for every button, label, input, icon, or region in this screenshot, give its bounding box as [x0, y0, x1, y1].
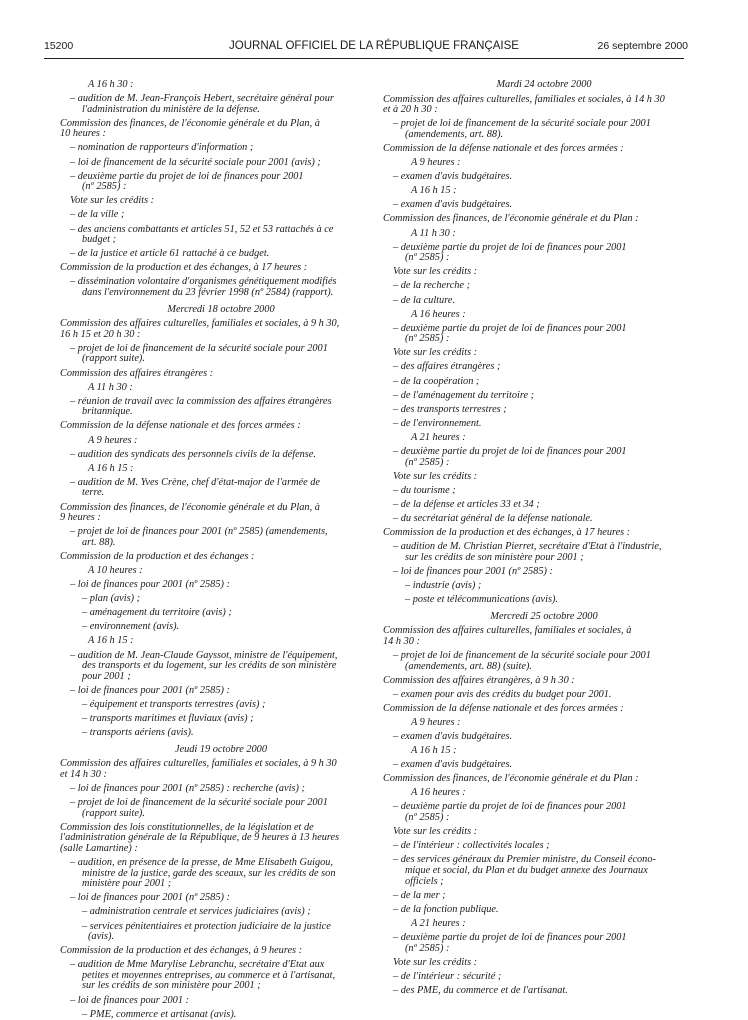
text-line: Vote sur les crédits : — [70, 195, 155, 207]
text-line: mique et social, du Plan et du budget annexe des Journaux — [405, 864, 648, 876]
text-line: dans l'environnement du 23 février 1998 (nº 2584) (rapport). — [82, 287, 334, 298]
text-line: Commission de la défense nationale et des forces armées : — [383, 702, 624, 714]
text-line: A 16 heures : — [411, 308, 466, 320]
agenda-entry — [60, 580, 382, 591]
agenda-entry — [383, 377, 705, 388]
agenda-entry — [60, 319, 382, 340]
text-line: – de l'environnement. — [393, 417, 482, 429]
text-line: – loi de finances pour 2001 (nº 2585) : — [393, 565, 553, 577]
text-line: Mercredi 25 octobre 2000 — [490, 610, 598, 622]
journal-title: JOURNAL OFFICIEL DE LA RÉPUBLIQUE FRANÇAISE — [229, 40, 519, 52]
text-line: Commission des finances, de l'économie générale et du Plan : — [383, 213, 639, 225]
agenda-entry — [383, 500, 705, 511]
agenda-entry — [383, 95, 705, 116]
text-line: – audition de M. Jean-François Hebert, secrétaire général pour — [70, 93, 334, 105]
agenda-entry — [383, 391, 705, 402]
text-line: – de l'intérieur : collectivités locales ; — [393, 840, 550, 852]
text-line: 14 h 30 : — [383, 635, 420, 647]
agenda-entry — [383, 281, 705, 292]
text-line: – plan (avis) ; — [82, 593, 141, 605]
text-line: – réunion de travail avec la commission des affaires étrangères — [70, 395, 332, 407]
agenda-entry — [383, 310, 705, 321]
text-line: budget ; — [82, 234, 117, 246]
text-line: A 16 h 15 : — [88, 462, 134, 474]
agenda-entry — [383, 651, 705, 672]
text-line: Jeudi 19 octobre 2000 — [175, 743, 267, 755]
text-line: – du secrétariat général de la défense nationale. — [393, 513, 593, 524]
date-heading — [383, 80, 705, 91]
text-line: sur les crédits de son ministère pour 2001 ; — [82, 980, 261, 992]
text-line: (nº 2585) : — [405, 812, 450, 824]
text-line: – examen pour avis des crédits du budget pour 2001. — [393, 688, 612, 700]
agenda-entry — [383, 229, 705, 240]
text-line: Commission des affaires culturelles, familiales et sociales, à — [383, 625, 632, 637]
text-line: – transports maritimes et fluviaux (avis) ; — [82, 713, 254, 724]
text-line: A 11 h 30 : — [411, 227, 456, 239]
text-line: (nº 2585) : — [405, 942, 450, 954]
text-line: A 9 heures : — [411, 157, 461, 169]
text-line: – examen d'avis budgétaires. — [393, 731, 513, 742]
text-line: – services pénitentiaires et protection judiciaire de la justice — [82, 920, 331, 932]
agenda-entry — [383, 243, 705, 264]
text-line: Vote sur les crédits : — [393, 956, 478, 968]
agenda-entry — [60, 263, 382, 274]
text-line: – de l'intérieur : sécurité ; — [393, 970, 502, 982]
text-line: – projet de loi de financement de la sécurité sociale pour 2001 — [70, 342, 328, 354]
text-line: Commission des finances, de l'économie générale et du Plan : — [383, 773, 639, 785]
text-line: Commission des affaires culturelles, familiales et sociales, à 9 h 30, — [60, 318, 340, 330]
text-line: Commission de la défense nationale et des forces armées : — [60, 420, 301, 432]
text-line: A 21 heures : — [411, 917, 466, 929]
text-line: Commission de la production et des échanges, à 17 heures : — [383, 527, 631, 539]
agenda-entry — [383, 447, 705, 468]
text-line: A 16 h 15 : — [88, 635, 134, 647]
right-column — [383, 79, 705, 996]
text-line: – loi de financement de la sécurité sociale pour 2001 (avis) ; — [70, 156, 321, 168]
agenda-entry — [60, 436, 382, 447]
text-line: – loi de finances pour 2001 (nº 2585) : — [70, 892, 230, 904]
text-line: – de la défense et articles 33 et 34 ; — [393, 498, 540, 510]
text-line: l'administration du ministère de la défense. — [82, 103, 260, 115]
left-column — [60, 79, 382, 1020]
text-line: – examen d'avis budgétaires. — [393, 171, 513, 183]
agenda-entry — [383, 158, 705, 169]
text-line: Vote sur les crédits : — [393, 470, 478, 482]
text-line: Mercredi 18 octobre 2000 — [167, 303, 275, 315]
agenda-entry — [383, 528, 705, 539]
text-line: – transports aériens (avis). — [82, 727, 194, 739]
agenda-entry — [60, 143, 382, 154]
agenda-entry — [383, 433, 705, 444]
text-line: Commission de la défense nationale et des forces armées : — [383, 142, 624, 154]
agenda-entry — [383, 362, 705, 373]
text-line: art. 88). — [82, 536, 116, 548]
text-line: Vote sur les crédits : — [393, 826, 478, 838]
agenda-entry — [383, 986, 705, 997]
text-line: ministère pour 2001 ; — [82, 878, 172, 890]
agenda-entry — [383, 472, 705, 483]
agenda-entry — [383, 972, 705, 983]
agenda-entry — [383, 841, 705, 852]
text-line: – loi de finances pour 2001 (nº 2585) : — [70, 579, 230, 591]
agenda-entry — [60, 907, 382, 918]
text-line: A 21 heures : — [411, 431, 466, 443]
agenda-entry — [383, 567, 705, 578]
text-line: A 16 h 30 : — [88, 79, 134, 90]
agenda-entry — [383, 581, 705, 592]
text-line: A 16 heures : — [411, 787, 466, 799]
text-line: (nº 2585) : — [405, 333, 450, 345]
agenda-entry — [60, 922, 382, 943]
page-header — [0, 40, 748, 56]
agenda-entry — [60, 527, 382, 548]
agenda-entry — [60, 823, 382, 855]
text-line: – des affaires étrangères ; — [393, 361, 501, 373]
text-line: – examen d'avis budgétaires. — [393, 759, 513, 771]
text-line: (amendements, art. 88). — [405, 128, 504, 140]
text-line: 16 h 15 et 20 h 30 : — [60, 328, 141, 340]
agenda-entry — [60, 798, 382, 819]
agenda-entry — [60, 196, 382, 207]
text-line: – du tourisme ; — [393, 484, 456, 496]
text-line: – projet de loi de financement de la sécurité sociale pour 2001 — [70, 797, 328, 809]
text-line: A 10 heures : — [88, 564, 143, 576]
text-line: petites et moyennes entreprises, au commerce et à l'artisanat, — [82, 969, 336, 981]
agenda-entry — [383, 419, 705, 430]
agenda-entry — [383, 760, 705, 771]
agenda-entry — [383, 348, 705, 359]
agenda-entry — [383, 690, 705, 701]
agenda-entry — [60, 651, 382, 683]
agenda-entry — [60, 94, 382, 115]
agenda-entry — [60, 503, 382, 524]
agenda-entry — [60, 397, 382, 418]
text-line: – loi de finances pour 2001 (nº 2585) : recherche (avis) ; — [70, 782, 305, 794]
agenda-entry — [60, 225, 382, 246]
agenda-entry — [383, 827, 705, 838]
text-line: – des transports terrestres ; — [393, 403, 507, 415]
text-line: A 9 heures : — [411, 716, 461, 728]
text-line: Commission de la production et des échanges : — [60, 550, 255, 562]
text-line: – équipement et transports terrestres (avis) ; — [82, 698, 266, 710]
text-line: Commission de la production et des échanges, à 9 heures : — [60, 945, 303, 957]
text-line: – environnement (avis). — [82, 621, 180, 633]
agenda-entry — [383, 919, 705, 930]
agenda-entry — [383, 704, 705, 715]
text-line: – aménagement du territoire (avis) ; — [82, 607, 232, 619]
agenda-entry — [383, 933, 705, 954]
agenda-entry — [383, 405, 705, 416]
agenda-entry — [383, 200, 705, 211]
text-line: – examen d'avis budgétaires. — [393, 199, 513, 211]
text-line: – deuxième partie du projet de loi de finances pour 2001 — [393, 322, 627, 334]
text-line: Commission des finances, de l'économie générale et du Plan, à — [60, 501, 320, 513]
text-line: officiels ; — [405, 875, 444, 887]
agenda-entry — [60, 566, 382, 577]
text-line: – de la justice et article 61 rattaché à ce budget. — [70, 248, 270, 260]
text-line: et 14 h 30 : — [60, 768, 107, 780]
text-line: A 16 h 15 : — [411, 185, 457, 197]
text-line: – projet de loi de financement de la sécurité sociale pour 2001 — [393, 649, 651, 661]
text-line: des transports et du logement, sur les crédits de son ministère — [82, 660, 337, 672]
text-line: – audition de Mme Marylise Lebranchu, secrétaire d'Etat aux — [70, 959, 325, 971]
text-line: (nº 2585) : — [405, 456, 450, 468]
text-line: – deuxième partie du projet de loi de finances pour 2001 — [393, 931, 627, 943]
text-line: – audition de M. Yves Crène, chef d'état-major de l'armée de — [70, 476, 320, 488]
text-line: (amendements, art. 88) (suite). — [405, 660, 532, 672]
agenda-entry — [383, 626, 705, 647]
agenda-entry — [60, 369, 382, 380]
agenda-entry — [383, 676, 705, 687]
text-line: l'administration générale de la République, de 9 heures à 13 heures — [60, 832, 340, 844]
agenda-entry — [60, 80, 382, 91]
agenda-entry — [60, 714, 382, 725]
text-line: – deuxième partie du projet de loi de finances pour 2001 — [393, 241, 627, 253]
text-line: Commission des finances, de l'économie générale et du Plan, à — [60, 117, 320, 129]
text-line: (nº 2585) : — [82, 181, 127, 193]
text-line: Commission de la production et des échanges, à 17 heures : — [60, 262, 308, 274]
text-line: – de l'aménagement du territoire ; — [393, 389, 535, 401]
text-line: Commission des affaires étrangères : — [60, 367, 214, 379]
agenda-entry — [60, 1010, 382, 1020]
agenda-entry — [383, 214, 705, 225]
agenda-entry — [60, 478, 382, 499]
text-line: Mardi 24 octobre 2000 — [496, 79, 592, 90]
agenda-entry — [60, 996, 382, 1007]
text-line: – deuxième partie du projet de loi de finances pour 2001 — [70, 170, 304, 182]
text-line: et à 20 h 30 : — [383, 104, 438, 116]
agenda-entry — [60, 210, 382, 221]
agenda-entry — [383, 514, 705, 525]
agenda-entry — [60, 700, 382, 711]
agenda-entry — [60, 450, 382, 461]
agenda-entry — [60, 946, 382, 957]
text-line: A 9 heures : — [88, 434, 138, 446]
text-line: – administration centrale et services judiciaires (avis) ; — [82, 906, 311, 918]
text-line: – industrie (avis) ; — [405, 579, 482, 591]
text-line: – audition des syndicats des personnels civils de la défense. — [70, 448, 316, 460]
text-line: – poste et télécommunications (avis). — [405, 594, 558, 606]
agenda-entry — [383, 958, 705, 969]
text-line: sur les crédits de son ministère pour 2001 ; — [405, 551, 584, 563]
text-line: – deuxième partie du projet de loi de finances pour 2001 — [393, 801, 627, 813]
agenda-entry — [383, 542, 705, 563]
agenda-entry — [60, 552, 382, 563]
agenda-entry — [383, 119, 705, 140]
text-line: Commission des affaires culturelles, familiales et sociales, à 9 h 30 — [60, 758, 337, 770]
text-line: Vote sur les crédits : — [393, 266, 478, 278]
agenda-entry — [383, 718, 705, 729]
agenda-entry — [60, 960, 382, 992]
agenda-entry — [383, 324, 705, 345]
text-line: – de la culture. — [393, 294, 455, 306]
agenda-entry — [383, 595, 705, 606]
text-line: – de la mer ; — [393, 889, 446, 901]
agenda-entry — [60, 636, 382, 647]
text-line: – loi de finances pour 2001 (nº 2585) : — [70, 684, 230, 696]
agenda-entry — [60, 158, 382, 169]
agenda-entry — [383, 891, 705, 902]
text-line: – dissémination volontaire d'organismes génétiquement modifiés — [70, 276, 337, 288]
text-line: – de la coopération ; — [393, 375, 480, 387]
agenda-entry — [60, 383, 382, 394]
text-line: pour 2001 ; — [82, 670, 131, 682]
header-rule — [44, 58, 684, 59]
text-line: Commission des lois constitutionnelles, de la législation et de — [60, 821, 314, 833]
agenda-entry — [383, 802, 705, 823]
agenda-entry — [60, 784, 382, 795]
agenda-entry — [383, 144, 705, 155]
agenda-entry — [383, 746, 705, 757]
agenda-entry — [383, 788, 705, 799]
agenda-entry — [383, 774, 705, 785]
agenda-entry — [383, 186, 705, 197]
text-line: – audition de M. Jean-Claude Gayssot, ministre de l'équipement, — [70, 649, 338, 661]
text-line: (rapport suite). — [82, 353, 145, 365]
agenda-entry — [60, 277, 382, 298]
agenda-entry — [383, 732, 705, 743]
text-line: – de la ville ; — [70, 209, 125, 221]
agenda-entry — [60, 622, 382, 633]
date-heading — [383, 612, 705, 623]
agenda-entry — [383, 486, 705, 497]
text-line: – des PME, du commerce et de l'artisanat. — [393, 984, 568, 996]
text-line: – nomination de rapporteurs d'information ; — [70, 142, 254, 154]
text-line: A 16 h 15 : — [411, 745, 457, 757]
date-heading — [60, 305, 382, 316]
text-line: 10 heures : — [60, 128, 106, 140]
page-number: 15200 — [44, 40, 74, 52]
text-line: – des anciens combattants et articles 51, 52 et 53 rattachés à ce — [70, 223, 334, 235]
text-line: (avis). — [88, 931, 115, 943]
text-line: Vote sur les crédits : — [393, 347, 478, 359]
text-line: ministre de la justice, garde des sceaux, sur les crédits de son — [82, 867, 336, 879]
date-heading — [60, 745, 382, 756]
agenda-entry — [60, 608, 382, 619]
agenda-entry — [383, 855, 705, 887]
text-line: britannique. — [82, 406, 133, 418]
agenda-entry — [60, 594, 382, 605]
text-line: – deuxième partie du projet de loi de finances pour 2001 — [393, 446, 627, 458]
agenda-entry — [60, 119, 382, 140]
agenda-entry — [60, 421, 382, 432]
text-line: – de la recherche ; — [393, 280, 471, 292]
agenda-entry — [60, 728, 382, 739]
agenda-entry — [60, 464, 382, 475]
text-line: – audition de M. Christian Pierret, secrétaire d'Etat à l'industrie, — [393, 541, 662, 553]
agenda-entry — [383, 296, 705, 307]
text-line: – PME, commerce et artisanat (avis). — [82, 1008, 237, 1020]
issue-date: 26 septembre 2000 — [597, 40, 688, 52]
agenda-entry — [60, 344, 382, 365]
text-line: A 11 h 30 : — [88, 381, 133, 393]
agenda-entry — [60, 858, 382, 890]
text-line: – projet de loi de finances pour 2001 (nº 2585) (amendements, — [70, 526, 328, 538]
text-line: (nº 2585) : — [405, 252, 450, 264]
text-line: Commission des affaires étrangères, à 9 h 30 : — [383, 674, 575, 686]
text-line: – audition, en présence de la presse, de Mme Elisabeth Guigou, — [70, 857, 333, 869]
agenda-entry — [383, 172, 705, 183]
text-line: (salle Lamartine) : — [60, 842, 138, 854]
text-line: terre. — [82, 487, 105, 499]
text-line: 9 heures : — [60, 512, 101, 524]
agenda-entry — [383, 905, 705, 916]
agenda-entry — [383, 267, 705, 278]
agenda-entry — [60, 686, 382, 697]
text-line: – projet de loi de financement de la sécurité sociale pour 2001 — [393, 118, 651, 130]
text-line: – de la fonction publique. — [393, 903, 499, 915]
agenda-entry — [60, 249, 382, 260]
agenda-entry — [60, 893, 382, 904]
agenda-entry — [60, 759, 382, 780]
text-line: – loi de finances pour 2001 : — [70, 994, 189, 1006]
agenda-entry — [60, 172, 382, 193]
text-line: – des services généraux du Premier ministre, du Conseil écono- — [393, 854, 656, 866]
text-line: (rapport suite). — [82, 807, 145, 819]
text-line: Commission des affaires culturelles, familiales et sociales, à 14 h 30 — [383, 93, 665, 105]
